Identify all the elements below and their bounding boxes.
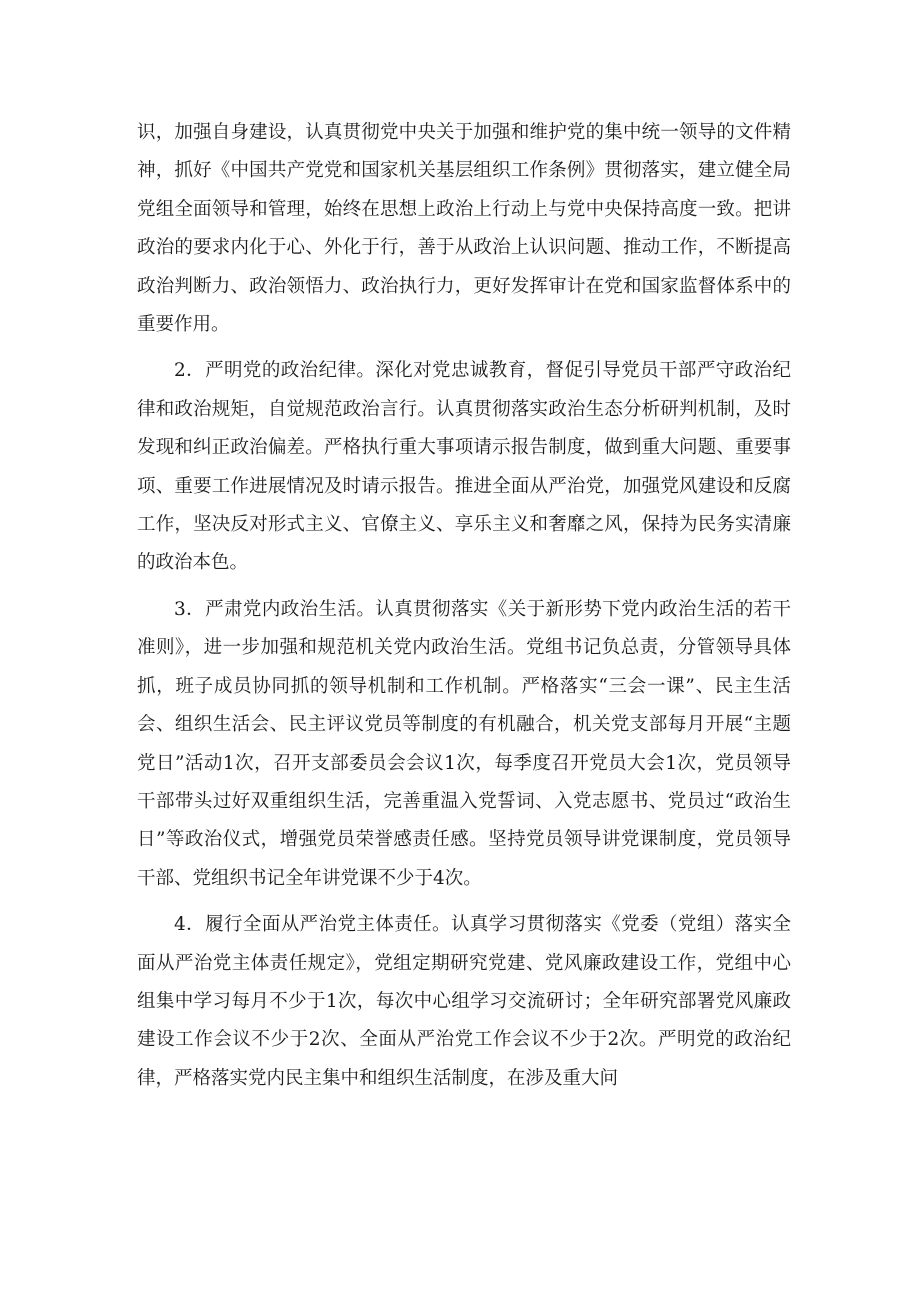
paragraph-2: 2．严明党的政治纪律。深化对党忠诚教育，督促引导党员干部严守政治纪律和政治规矩，自觉规范政治言行。认真贯彻落实政治生态分析研判机制，及时发现和纠正政治偏差。严格执行重大事项请示报告制度，做到重大问题、重要事项、重要工作进展情况及时请示报告。推进全面从严治党，加强党风建设和反腐工作，坚决反对形式主义、官僚主义、享乐主义和奢靡之风，保持为民务实清廉的政治本色。 xyxy=(137,360,791,574)
paragraph-3: 3．严肃党内政治生活。认真贯彻落实《关于新形势下党内政治生活的若干准则》，进一步加强和规范机关党内政治生活。党组书记负总责，分管领导具体抓，班子成员协同抓的领导机制和工作机制。严格落实“三会一课”、民主生活会、组织生活会、民主评议党员等制度的有机融合，机关党支部每月开展“主题党日”活动1次，召开支部委员会会议1次，每季度召开党员大会1次，党员领导干部带头过好双重组织生活，完善重温入党誓词、入党志愿书、党员过“政治生日”等政治仪式，增强党员荣誉感责任感。坚持党员领导讲党课制度，党员领导干部、党组织书记全年讲党课不少于4次。 xyxy=(137,598,791,889)
paragraph-4: 4．履行全面从严治党主体责任。认真学习贯彻落实《党委（党组）落实全面从严治党主体责任规定》，党组定期研究党建、党风廉政建设工作，党组中心组集中学习每月不少于1次，每次中心组学习交流研讨；全年研究部署党风廉政建设工作会议不少于2次、全面从严治党工作会议不少于2次。严明党的政治纪律，严格落实党内民主集中和组织生活制度，在涉及重大问 xyxy=(137,914,791,1089)
document-body xyxy=(137,114,791,1106)
paragraph-1: 识，加强自身建设，认真贯彻党中央关于加强和维护党的集中统一领导的文件精神，抓好《中国共产党党和国家机关基层组织工作条例》贯彻落实，建立健全局党组全面领导和管理，始终在思想上政治上行动上与党中央保持高度一致。把讲政治的要求内化于心、外化于行，善于从政治上认识问题、推动工作，不断提高政治判断力、政治领悟力、政治执行力，更好发挥审计在党和国家监督体系中的重要作用。 xyxy=(137,122,791,336)
